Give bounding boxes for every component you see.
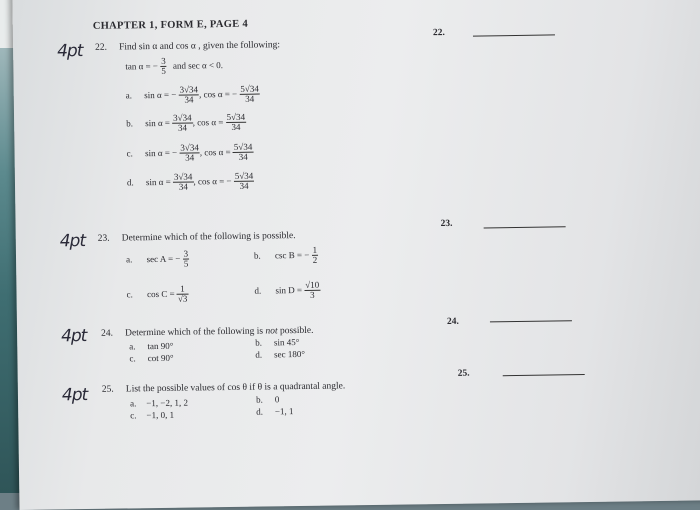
worksheet-page [12, 0, 700, 510]
answer-label-22: 22. [432, 27, 445, 39]
q24-prompt: Determine which of the following is not possible. [125, 325, 314, 339]
q25-option-a[interactable]: a. −1, −2, 1, 2 [129, 397, 189, 409]
q23-option-c[interactable]: c. cos C = $\frac{1}{√3}$ [126, 283, 188, 305]
answer-label-23: 23. [440, 218, 453, 230]
handwritten-points-25: 4pt [61, 384, 88, 406]
answer-label-24: 24. [446, 316, 459, 327]
q25-option-b[interactable]: b. 0 [255, 394, 280, 405]
q22-option-b[interactable]: b. sin α = $\frac{3√34}{34}$ , cos α = $\frac{5√34}{34}$ [126, 111, 246, 134]
answer-blank-25[interactable] [503, 374, 585, 376]
q23-number: 23. [97, 233, 110, 244]
q25-option-d[interactable]: d. −1, 1 [256, 406, 294, 417]
q24-option-c[interactable]: c. cot 90° [129, 352, 174, 364]
page-header: CHAPTER 1, FORM E, PAGE 4 [92, 18, 249, 32]
q22-option-d[interactable]: d. sin α = $\frac{3√34}{34}$ , cos α = − $\frac{5√34}{34}$ [126, 170, 254, 193]
answer-blank-24[interactable] [490, 320, 572, 322]
q25-number: 25. [101, 384, 114, 395]
q23-option-a[interactable]: a. sec A = − $\frac{3}{5}$ [125, 248, 189, 270]
handwritten-points-23: 4pt [59, 231, 86, 252]
q25-option-c[interactable]: c. −1, 0, 1 [130, 409, 175, 421]
q24-number: 24. [101, 328, 114, 339]
q22-option-c[interactable]: c. sin α = − $\frac{3√34}{34}$ , cos α = $\frac{5√34}{34}$ [126, 141, 253, 164]
q24-option-d[interactable]: d. sec 180° [255, 348, 306, 360]
q22-prompt: Find sin α and cos α , given the following: [119, 40, 281, 53]
q22-option-a[interactable]: a. sin α = − $\frac{3√34}{34}$ , cos α = − $\frac{5√34}{34}$ [125, 83, 259, 106]
handwritten-points-22: 4pt [57, 41, 83, 62]
q23-option-b[interactable]: b. csc B = − $\frac{1}{2}$ [253, 244, 318, 266]
q25-prompt: List the possible values of cos θ if θ is a quadrantal angle. [125, 381, 346, 395]
q24-option-b[interactable]: b. sin 45° [255, 337, 300, 348]
q23-prompt: Determine which of the following is possible. [121, 231, 296, 244]
answer-blank-23[interactable] [484, 226, 566, 228]
answer-blank-22[interactable] [473, 34, 555, 36]
q24-option-a[interactable]: a. tan 90° [129, 340, 174, 352]
q22-number: 22. [95, 42, 108, 53]
q23-option-d[interactable]: d. sin D = $\frac{√10}{3}$ [254, 279, 320, 301]
q22-given: tan α = − $\frac{3}{5}$ and sec α < 0. [125, 55, 224, 77]
handwritten-points-24: 4pt [60, 325, 87, 347]
answer-label-25: 25. [457, 368, 470, 379]
